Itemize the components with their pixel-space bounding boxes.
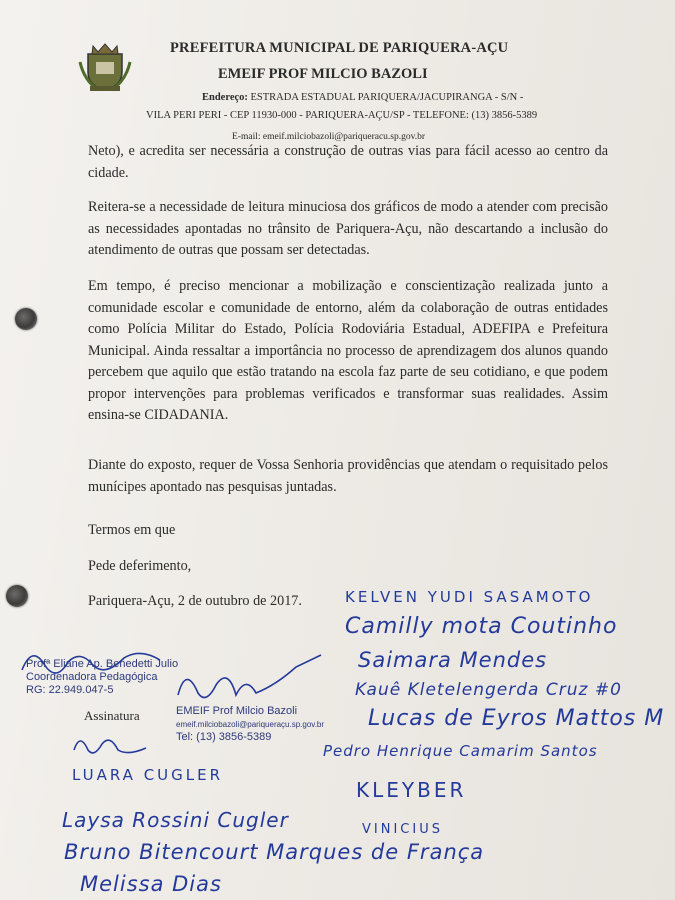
address-label: Endereço: bbox=[202, 92, 248, 103]
punch-hole bbox=[15, 308, 37, 330]
header-title: PREFEITURA MUNICIPAL DE PARIQUERA-AÇU bbox=[170, 40, 509, 56]
body-paragraph: Reitera-se a necessidade de leitura minuciosa dos gráficos de modo a atender com precisão as necessidades apontadas no trânsito de Pariquera-Açu, não descartando a inclusão do atendimento de outras que possam ser detectadas. bbox=[88, 199, 608, 258]
municipal-crest-icon bbox=[78, 40, 132, 94]
header-email: E-mail: emeif.milciobazoli@pariqueracu.sp.gov.br bbox=[232, 132, 426, 142]
director-signature-scribble bbox=[176, 655, 326, 715]
header-address bbox=[202, 92, 622, 103]
body-paragraph: Diante do exposto, requer de Vossa Senhoria providências que atendam o requisitado pelos munícipes apontado nas pesquisas juntadas. bbox=[88, 457, 608, 495]
student-signature: Camilly mota Coutinho bbox=[345, 614, 618, 639]
school-stamp-email: emeif.milciobazoli@pariqueraçu.sp.gov.br bbox=[176, 720, 325, 729]
coordinator-name: Profª Eliane Ap. Benedetti Julio bbox=[26, 658, 179, 670]
student-signature: Pedro Henrique Camarim Santos bbox=[323, 742, 598, 760]
signature-label: Assinatura bbox=[84, 708, 140, 723]
body-paragraph: Em tempo, é preciso mencionar a mobilização e conscientização realizada junto a comunidade escolar e comunidade de entorno, além da colaboração de outras entidades como Polícia Militar do Estado, Polícia Rodoviária Estadual, ADEFIPA e Prefeitura Municipal. Ainda ressaltar a importância no processo de aprendizagem dos alunos quando percebem que aquilo que estão tratando na escola faz parte de seu cotidiano, e que podem propor intervenções para problemas verificados e transformar suas realidades. Assim ensina-se CIDADANIA. bbox=[88, 278, 608, 423]
coordinator-signature-scribble bbox=[20, 640, 180, 680]
school-stamp-phone: Tel: (13) 3856-5389 bbox=[176, 731, 272, 743]
coordinator-role: Coordenadora Pedagógica bbox=[26, 671, 158, 683]
header-address-line2: VILA PERI PERI - CEP 11930-000 - PARIQUERA-AÇU/SP - TELEFONE: (13) 3856-5389 bbox=[146, 110, 538, 121]
student-signature: KLEYBER bbox=[356, 778, 467, 802]
student-signature: KELVEN YUDI SASAMOTO bbox=[345, 588, 594, 606]
student-signature: LUARA CUGLER bbox=[72, 766, 224, 784]
student-signature: Lucas de Eyros Mattos M bbox=[368, 706, 665, 731]
address-text: ESTRADA ESTADUAL PARIQUERA/JACUPIRANGA - S/N - bbox=[250, 92, 524, 103]
student-signature: VINICIUS bbox=[362, 822, 443, 837]
header-school: EMEIF PROF MILCIO BAZOLI bbox=[218, 66, 428, 82]
student-signature: Laysa Rossini Cugler bbox=[62, 808, 289, 832]
closing-line: Termos em que bbox=[88, 522, 176, 538]
date-line: Pariquera-Açu, 2 de outubro de 2017. bbox=[88, 593, 302, 609]
body-paragraph: Neto), e acredita ser necessária a construção de outras vias para fácil acesso ao centro da cidade. bbox=[88, 143, 608, 181]
student-signature: Melissa Dias bbox=[80, 872, 222, 896]
coordinator-rg: RG: 22.949.047-5 bbox=[26, 684, 114, 696]
closing-line: Pede deferimento, bbox=[88, 558, 192, 574]
extra-signature-scribble bbox=[72, 730, 152, 760]
student-signature: Kauê Kletelengerda Cruz #0 bbox=[355, 680, 622, 700]
student-signature: Saimara Mendes bbox=[358, 648, 548, 672]
school-stamp-name: EMEIF Prof Milcio Bazoli bbox=[176, 705, 298, 717]
punch-hole bbox=[6, 585, 28, 607]
student-signature: Bruno Bitencourt Marques de França bbox=[64, 840, 485, 864]
